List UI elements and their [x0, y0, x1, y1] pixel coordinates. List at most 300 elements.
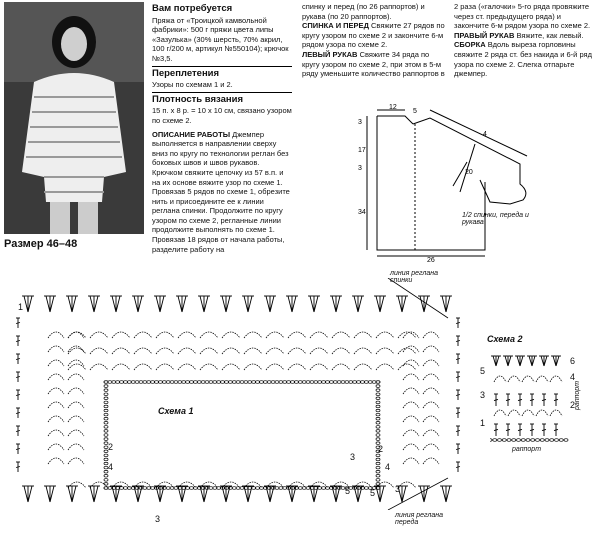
dim-5: 5 — [413, 108, 417, 115]
stitch-symbol — [116, 296, 122, 312]
model-photo-figure — [4, 2, 144, 234]
stitch-symbol — [26, 296, 30, 312]
stitch-symbol — [530, 424, 534, 436]
chain-stitch — [322, 381, 326, 384]
chain-stitch — [256, 487, 260, 490]
chain-stitch — [322, 487, 326, 490]
stitch-symbol — [16, 426, 20, 436]
dim-20: 20 — [465, 169, 473, 176]
chain-arch — [90, 364, 108, 370]
chain-arch — [68, 458, 84, 464]
chain-stitch — [135, 381, 139, 384]
chain-stitch — [512, 439, 516, 442]
chain-stitch — [120, 381, 124, 384]
stitch-symbol — [88, 296, 94, 312]
stitch-symbol — [180, 296, 184, 312]
stitch-symbol — [16, 408, 20, 418]
stitch-symbol — [248, 296, 254, 312]
stitch-symbol — [544, 356, 549, 366]
chain-stitch — [345, 381, 349, 384]
chain-arch — [48, 388, 64, 394]
chain-arch — [134, 364, 152, 370]
stitch-symbol — [518, 424, 522, 436]
chain-stitch — [259, 381, 263, 384]
chain-stitch — [559, 439, 563, 442]
s1-row-1: 1 — [18, 302, 24, 312]
chain-stitch — [232, 381, 236, 384]
stitch-symbol — [506, 424, 510, 436]
chain-arch — [332, 332, 350, 338]
chain-stitch — [306, 487, 310, 490]
chain-stitch — [287, 381, 291, 384]
chain-stitch — [376, 438, 380, 441]
chain-stitch — [108, 381, 112, 384]
chain-stitch — [376, 413, 380, 416]
chain-arch — [423, 360, 439, 366]
chain-stitch — [174, 487, 178, 490]
right-sleeve-text: Вяжите, как левый. — [516, 30, 584, 40]
chain-stitch — [209, 487, 213, 490]
stitch-symbol — [242, 296, 248, 312]
s2-row-5: 5 — [480, 366, 486, 376]
chain-arch — [423, 332, 439, 338]
chain-arch — [354, 348, 372, 354]
chain-arch — [156, 348, 174, 354]
stitch-symbol — [402, 296, 408, 312]
chain-stitch — [368, 381, 372, 384]
chain-stitch — [155, 381, 159, 384]
chain-stitch — [376, 409, 380, 412]
stitch-symbol — [530, 394, 534, 406]
chain-stitch — [104, 385, 108, 388]
chain-stitch — [279, 381, 283, 384]
chain-arch — [423, 444, 439, 450]
stitch-symbol — [70, 296, 74, 312]
chain-stitch — [376, 454, 380, 457]
chain-arch — [68, 388, 84, 394]
work-caption: ОПИСАНИЕ РАБОТЫ — [152, 129, 231, 139]
chain-stitch — [555, 439, 559, 442]
chain-stitch — [162, 381, 166, 384]
chain-arch — [266, 348, 284, 354]
stitch-symbol — [520, 356, 525, 366]
stitch-symbol — [44, 296, 50, 312]
chain-arch — [288, 348, 306, 354]
stitch-symbol — [422, 486, 426, 502]
chain-arch — [134, 332, 152, 338]
chain-arch — [423, 346, 439, 352]
stitch-symbol — [400, 296, 404, 312]
chain-arch — [536, 410, 548, 416]
chain-stitch — [104, 434, 108, 437]
stitch-symbol — [16, 336, 20, 346]
chain-stitch — [341, 381, 345, 384]
chain-stitch — [217, 381, 221, 384]
left-sleeve-text: Свяжите 34 ряда по кругу узором по схеме 2, при этом в 5-м ряду уменьшите количество раппортов в — [302, 49, 445, 79]
stitch-symbol — [226, 486, 232, 502]
chain-stitch — [349, 381, 353, 384]
chain-arch — [68, 402, 84, 408]
stitch-symbol — [198, 486, 204, 502]
chain-stitch — [131, 381, 135, 384]
chain-arch — [112, 348, 130, 354]
chain-stitch — [123, 487, 127, 490]
chain-arch — [222, 332, 240, 338]
stitch-symbol — [440, 296, 446, 312]
stitch-symbol — [180, 486, 184, 502]
stitch-symbol — [378, 486, 382, 502]
chain-stitch — [536, 439, 540, 442]
s1-row-3c: 3 — [395, 484, 401, 494]
s1-row-3b: 3 — [350, 452, 356, 462]
chain-stitch — [364, 487, 368, 490]
chain-arch — [68, 444, 84, 450]
chain-arch — [112, 364, 130, 370]
chain-stitch — [236, 381, 240, 384]
chain-stitch — [545, 439, 549, 442]
dim-26: 26 — [427, 257, 435, 262]
chain-arch — [266, 364, 284, 370]
chain-stitch — [318, 381, 322, 384]
chain-arch — [398, 482, 416, 488]
chain-stitch — [104, 409, 108, 412]
chain-stitch — [271, 381, 275, 384]
stitch-symbol — [286, 296, 292, 312]
s1-row-5: 5 — [345, 486, 351, 496]
dim-4: 4 — [483, 131, 487, 138]
dim-12: 12 — [389, 104, 397, 111]
gauge-text: 15 п. х 8 р. = 10 х 10 см, связано узором по схеме 2. — [152, 106, 292, 125]
chain-stitch — [104, 393, 108, 396]
stitch-symbol — [16, 372, 20, 382]
chain-stitch — [135, 487, 139, 490]
chain-stitch — [357, 381, 361, 384]
chain-stitch — [279, 487, 283, 490]
chain-stitch — [521, 439, 525, 442]
stitch-symbol — [114, 486, 118, 502]
stitch-symbol — [182, 486, 188, 502]
chain-stitch — [166, 381, 170, 384]
size-label: Размер 46–48 — [4, 238, 78, 250]
chain-stitch — [329, 381, 333, 384]
chain-stitch — [104, 426, 108, 429]
stitch-symbol — [16, 354, 20, 364]
stitch-symbol — [396, 296, 402, 312]
chain-arch — [288, 332, 306, 338]
chain-stitch — [498, 439, 502, 442]
stitch-symbol — [356, 296, 360, 312]
chain-stitch — [221, 381, 225, 384]
stitch-symbol — [94, 486, 100, 502]
chain-stitch — [186, 487, 190, 490]
stitch-symbol — [446, 296, 452, 312]
dim-34: 34 — [358, 209, 366, 216]
stitch-symbol — [358, 296, 364, 312]
chain-stitch — [376, 474, 380, 477]
chain-arch — [423, 388, 439, 394]
chain-arch — [222, 348, 240, 354]
chain-stitch — [376, 470, 380, 473]
chain-stitch — [357, 487, 361, 490]
chain-stitch — [104, 397, 108, 400]
chain-stitch — [201, 487, 205, 490]
chain-arch — [90, 332, 108, 338]
right-sleeve-caption: ПРАВЫЙ РУКАВ — [454, 30, 515, 40]
chain-arch — [134, 348, 152, 354]
chain-arch — [68, 416, 84, 422]
stitch-symbol — [456, 426, 460, 436]
chain-arch — [522, 410, 534, 416]
stitch-symbol — [44, 486, 50, 502]
scheme2-chart — [490, 352, 570, 442]
stitch-symbol — [70, 486, 74, 502]
stitch-symbol — [132, 296, 138, 312]
chain-arch — [398, 364, 416, 370]
chain-stitch — [170, 381, 174, 384]
stitch-symbol — [314, 486, 320, 502]
chain-arch — [376, 348, 394, 354]
chain-stitch — [376, 401, 380, 404]
chain-arch — [550, 410, 562, 416]
chain-stitch — [104, 421, 108, 424]
stitch-symbol — [110, 296, 116, 312]
chain-stitch — [325, 381, 329, 384]
chain-arch — [423, 402, 439, 408]
chain-arch — [112, 332, 130, 338]
chain-stitch — [143, 487, 147, 490]
chain-stitch — [540, 439, 544, 442]
chain-stitch — [302, 381, 306, 384]
chain-stitch — [166, 487, 170, 490]
chain-stitch — [123, 381, 127, 384]
chain-arch — [48, 402, 64, 408]
text-column-2 — [302, 2, 448, 79]
chain-stitch — [376, 393, 380, 396]
stitch-symbol — [72, 296, 78, 312]
chain-stitch — [197, 381, 201, 384]
text-column-3 — [454, 2, 596, 79]
stitch-symbol — [308, 486, 314, 502]
stitch-symbol — [92, 486, 96, 502]
stitch-symbol — [110, 486, 116, 502]
stitch-symbol — [88, 486, 94, 502]
stitch-symbol — [160, 296, 166, 312]
chain-stitch — [104, 438, 108, 441]
chain-arch — [244, 332, 262, 338]
stitch-symbol — [551, 356, 556, 366]
chain-arch — [48, 458, 64, 464]
stitch-symbol — [542, 424, 546, 436]
chain-stitch — [240, 381, 244, 384]
stitch-symbol — [334, 296, 338, 312]
stitch-symbol — [308, 296, 314, 312]
chain-stitch — [186, 381, 190, 384]
stitch-symbol — [518, 394, 522, 406]
stitch-symbol — [506, 394, 510, 406]
chain-arch — [332, 348, 350, 354]
chain-arch — [376, 364, 394, 370]
chain-stitch — [376, 430, 380, 433]
stitch-symbol — [28, 486, 34, 502]
chain-arch — [423, 430, 439, 436]
pattern-note: 1/2 спинки, переда и рукава — [462, 212, 529, 226]
stitch-symbol — [352, 296, 358, 312]
chain-arch — [403, 388, 419, 394]
stitch-symbol — [292, 486, 298, 502]
chain-arch — [244, 364, 262, 370]
chain-stitch — [104, 413, 108, 416]
s2-row-2: 2 — [570, 400, 576, 410]
chain-arch — [376, 332, 394, 338]
chain-arch — [68, 374, 84, 380]
chain-stitch — [147, 487, 151, 490]
stitch-symbol — [248, 486, 254, 502]
chain-stitch — [376, 389, 380, 392]
chain-arch — [48, 332, 64, 338]
chain-stitch — [143, 381, 147, 384]
chain-stitch — [360, 381, 364, 384]
stitch-symbol — [160, 486, 166, 502]
s2-row-4: 4 — [570, 372, 576, 382]
work-paragraph — [152, 130, 292, 255]
chain-stitch — [333, 381, 337, 384]
chain-arch — [222, 364, 240, 370]
chain-stitch — [232, 487, 236, 490]
chain-stitch — [275, 381, 279, 384]
chain-stitch — [224, 487, 228, 490]
chain-stitch — [209, 381, 213, 384]
chain-stitch — [104, 479, 108, 482]
text-column-1 — [152, 2, 292, 254]
stitch-symbol — [16, 390, 20, 400]
chain-arch — [536, 376, 548, 382]
chain-stitch — [248, 381, 252, 384]
chain-arch — [423, 458, 439, 464]
stitch-symbol — [264, 296, 270, 312]
stitch-symbol — [336, 296, 342, 312]
chain-arch — [403, 374, 419, 380]
chain-stitch — [174, 381, 178, 384]
raglan-line — [388, 278, 448, 318]
chain-arch — [200, 332, 218, 338]
raglan-back-label: линия реглана спинки — [390, 270, 439, 284]
stitch-symbol — [270, 296, 276, 312]
scheme2-rapport-h: раппорт — [512, 446, 542, 453]
assembly-caption: СБОРКА — [454, 40, 486, 50]
chain-stitch — [353, 381, 357, 384]
chain-arch — [156, 364, 174, 370]
chain-stitch — [294, 381, 298, 384]
chain-stitch — [364, 381, 368, 384]
chain-stitch — [376, 421, 380, 424]
chain-stitch — [298, 381, 302, 384]
chain-stitch — [291, 381, 295, 384]
stitch-symbol — [456, 318, 460, 328]
chain-stitch — [263, 381, 267, 384]
chain-stitch — [213, 487, 217, 490]
chain-stitch — [201, 381, 205, 384]
chain-stitch — [376, 434, 380, 437]
stitch-symbol — [136, 296, 140, 312]
stitch-symbol — [176, 486, 182, 502]
stitch-symbol — [176, 296, 182, 312]
dim-3a: 3 — [358, 165, 362, 172]
stitch-symbol — [16, 318, 20, 328]
chain-arch — [423, 374, 439, 380]
chain-stitch — [104, 405, 108, 408]
stitch-symbol — [515, 356, 520, 366]
stitch-text: Узоры по схемам 1 и 2. — [152, 80, 233, 90]
stitch-symbol — [132, 486, 138, 502]
chain-arch — [508, 376, 520, 382]
chain-stitch — [490, 439, 492, 442]
stitch-symbol — [50, 486, 56, 502]
chain-stitch — [517, 439, 521, 442]
stitch-symbol — [554, 424, 558, 436]
stitch-symbol — [330, 296, 336, 312]
s2-row-1: 1 — [480, 418, 486, 428]
chain-stitch — [104, 430, 108, 433]
chain-stitch — [151, 381, 155, 384]
chain-stitch — [224, 381, 228, 384]
stitch-symbol — [312, 296, 316, 312]
stitch-symbol — [378, 296, 382, 312]
materials-heading: Вам потребуется — [152, 3, 233, 14]
chain-stitch — [298, 487, 302, 490]
stitch-symbol — [400, 486, 404, 502]
stitch-symbol — [50, 296, 56, 312]
chain-stitch — [147, 381, 151, 384]
stitch-symbol — [456, 408, 460, 418]
chain-arch — [354, 364, 372, 370]
col3-text1: 2 раза («галочки» 5-го ряда провяжите через ст. предыдущего ряда) и закончите 6-м рядом узора по схеме 2. — [454, 2, 591, 31]
chain-arch — [266, 332, 284, 338]
stitch-symbol — [358, 486, 364, 502]
stitch-symbol — [114, 296, 118, 312]
scheme2-title: Схема 2 — [487, 334, 523, 344]
chain-arch — [403, 402, 419, 408]
stitch-symbol — [380, 296, 386, 312]
chain-stitch — [526, 439, 530, 442]
chain-stitch — [283, 381, 287, 384]
chain-arch — [354, 332, 372, 338]
s2-row-6: 6 — [570, 356, 576, 366]
pattern-drawing — [355, 104, 555, 262]
stitch-symbol — [264, 486, 270, 502]
stitch-symbol — [268, 296, 272, 312]
gauge-heading: Плотность вязания — [152, 92, 292, 105]
stitch-symbol — [556, 356, 561, 366]
stitch-symbol — [72, 486, 78, 502]
stitch-symbol — [28, 296, 34, 312]
stitch-symbol — [527, 356, 532, 366]
stitch-symbol — [92, 296, 96, 312]
model-photo — [4, 2, 144, 234]
stitch-symbol — [246, 296, 250, 312]
chain-stitch — [376, 417, 380, 420]
chain-arch — [310, 332, 328, 338]
chain-arch — [200, 364, 218, 370]
s1-row-4a: 4 — [108, 462, 114, 472]
chain-arch — [423, 416, 439, 422]
chain-arch — [403, 416, 419, 422]
stitch-symbol — [202, 296, 206, 312]
stitch-symbol — [374, 296, 380, 312]
back-front-caption: СПИНКА И ПЕРЕД — [302, 21, 369, 31]
chain-arch — [178, 364, 196, 370]
chain-arch — [48, 346, 64, 352]
chain-arch — [494, 410, 506, 416]
